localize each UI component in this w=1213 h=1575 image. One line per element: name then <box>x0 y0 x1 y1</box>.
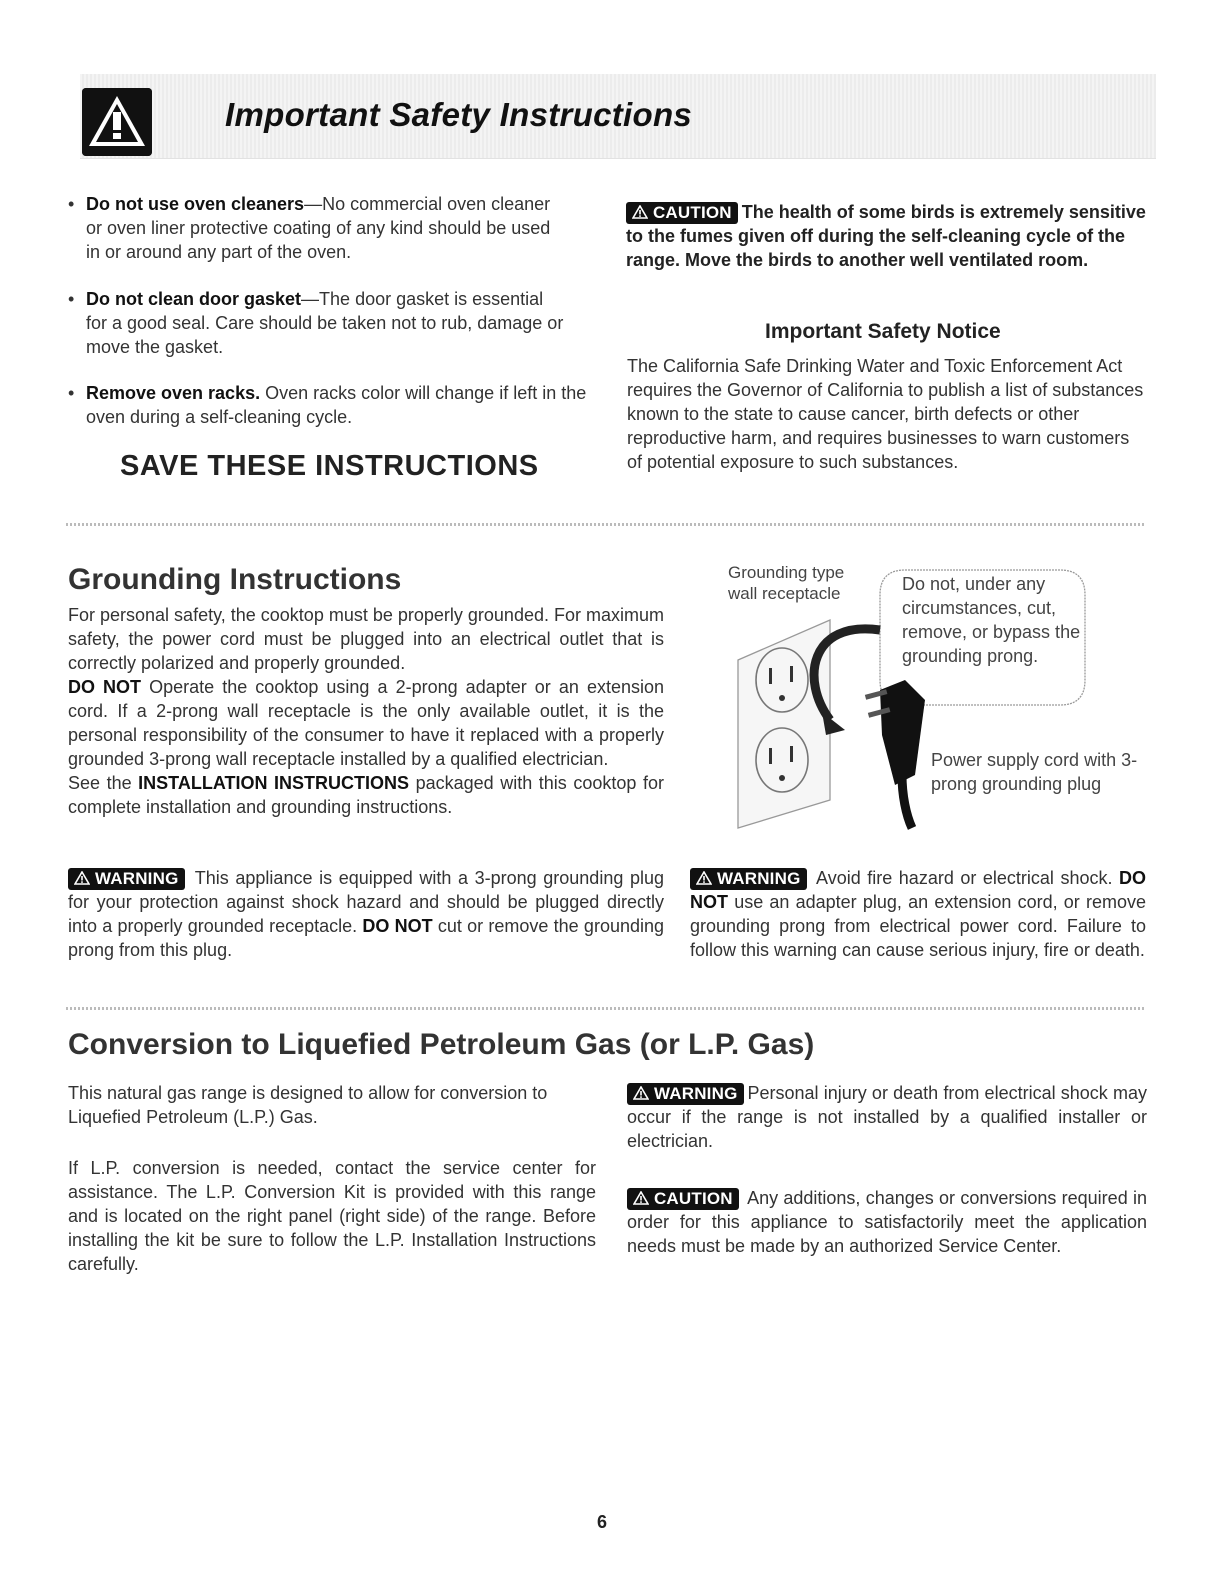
grounding-para2: Operate the cooktop using a 2-prong adapter or an extension cord. If a 2-prong wall receptacle is the only available outlet, it is the personal responsibility of the consumer to have it replaced with a properly grounded 3-prong wall receptacle installed by a qualified electrician. <box>68 677 665 769</box>
grounding-title: Grounding Instructions <box>68 563 402 596</box>
save-instructions-heading: SAVE THESE INSTRUCTIONS <box>120 450 539 482</box>
notice-title: Important Safety Notice <box>765 320 1001 343</box>
warning-triangle-icon <box>82 88 152 156</box>
divider <box>66 523 1146 526</box>
grounding-para3: packaged with this cooktop for complete installation and grounding instructions. <box>68 773 664 817</box>
warning-label-text: WARNING <box>653 1084 738 1103</box>
warning-text: Avoid fire hazard or electrical shock. <box>810 868 1119 888</box>
warning-label-text: WARNING <box>94 869 179 888</box>
tip-heading: Do not use oven cleaners <box>86 194 305 214</box>
figure-callout: Do not, under any circumstances, cut, remove, or bypass the grounding prong. <box>902 574 1081 666</box>
conversion-title: Conversion to Liquefied Petroleum Gas (or L.P. Gas) <box>68 1028 815 1061</box>
warning-label <box>690 868 807 890</box>
bird-caution <box>626 200 1146 272</box>
warning-text: use an adapter plug, an extension cord, or remove grounding prong from electrical power cord. Failure to follow this warning can cause serious injury, fire or death. <box>690 892 1146 960</box>
warning-text: This appliance is equipped with a 3-prong grounding plug for your protection against shock hazard and should be plugged directly into a properly grounded receptacle. <box>68 868 664 936</box>
warning-label <box>627 1083 744 1105</box>
warning-icon <box>696 871 712 885</box>
caution-text: Any additions, changes or conversions required in order for this appliance to satisfactorily meet the application needs must be made by an authorized Service Center. <box>627 1188 1147 1256</box>
tip-text: Oven racks color will change if left in the oven during a self-cleaning cycle. <box>86 383 587 427</box>
warning-text: Personal injury or death from electrical shock may occur if the range is not installed by a qualified installer or electrician. <box>627 1083 1147 1151</box>
tip-text: —The door gasket is essential for a good seal. Care should be taken not to rub, damage or move the gasket. <box>86 289 564 357</box>
grounding-text <box>68 603 664 819</box>
caution-label-text: CAUTION <box>652 203 732 222</box>
tip-heading: Remove oven racks. <box>86 383 261 403</box>
install-instructions-ref: INSTALLATION INSTRUCTIONS <box>138 773 410 793</box>
do-not-label: DO NOT <box>362 916 433 936</box>
caution-text: The health of some birds is extremely sensitive to the fumes given off during the self-cleaning cycle of the range. Move the birds to another well ventilated room. <box>626 202 1146 270</box>
grounding-para1: For personal safety, the cooktop must be properly grounded. For maximum safety, the power cord must be plugged into an electrical outlet that is correctly polarized and properly grounded. <box>68 605 664 673</box>
caution-label <box>627 1188 739 1210</box>
warning-right <box>690 866 1146 962</box>
plug-label: Power supply cord with 3-prong grounding plug <box>931 750 1138 794</box>
notice-text: The California Safe Drinking Water and Toxic Enforcement Act requires the Governor of California to publish a list of substances known to the state to cause cancer, birth defects or other reproductive harm, and requires businesses to warn customers of potential exposure to such substances. <box>627 356 1144 472</box>
conversion-warning <box>627 1081 1147 1153</box>
warning-icon <box>633 1086 649 1100</box>
do-not-label: DO NOT <box>68 677 142 697</box>
list-item: • Do not clean door gasket—The door gasket is essential for a good seal. Care should be taken not to rub, damage or move the gasket. <box>68 289 564 357</box>
conversion-para2: If L.P. conversion is needed, contact the service center for assistance. The L.P. Conversion Kit is provided with this range and is located on the right panel (right side) of the range. Before installing the kit be sure to follow the L.P. Installation Instructions carefully. <box>68 1158 596 1274</box>
divider <box>66 1007 1146 1010</box>
tip-heading: Do not clean door gasket <box>86 289 302 309</box>
conversion-caution <box>627 1186 1147 1258</box>
caution-icon <box>632 205 648 219</box>
warning-left <box>68 866 664 962</box>
page-number: 6 <box>597 1512 608 1532</box>
caution-label <box>626 202 738 224</box>
warning-text: cut or remove the grounding prong from this plug. <box>68 916 665 960</box>
warning-label-text: WARNING <box>716 869 801 888</box>
list-item: • Do not use oven cleaners—No commercial oven cleaner or oven liner protective coating of any kind should be used in or around any part of the oven. <box>68 194 551 262</box>
do-not-label: DO NOT <box>690 868 1146 912</box>
receptacle-label: Grounding type wall receptacle <box>728 563 845 603</box>
caution-icon <box>633 1191 649 1205</box>
see-the-text: See the <box>68 773 139 793</box>
page-title: Important Safety Instructions <box>225 96 693 133</box>
list-item: • Remove oven racks. Oven racks color will change if left in the oven during a self-cleaning cycle. <box>68 383 587 427</box>
warning-icon <box>74 871 90 885</box>
conversion-para1: This natural gas range is designed to allow for conversion to Liquefied Petroleum (L.P.) Gas. <box>68 1083 548 1127</box>
caution-label-text: CAUTION <box>653 1189 733 1208</box>
warning-label <box>68 868 185 890</box>
tip-text: —No commercial oven cleaner or oven liner protective coating of any kind should be used in or around any part of the oven. <box>86 194 551 262</box>
